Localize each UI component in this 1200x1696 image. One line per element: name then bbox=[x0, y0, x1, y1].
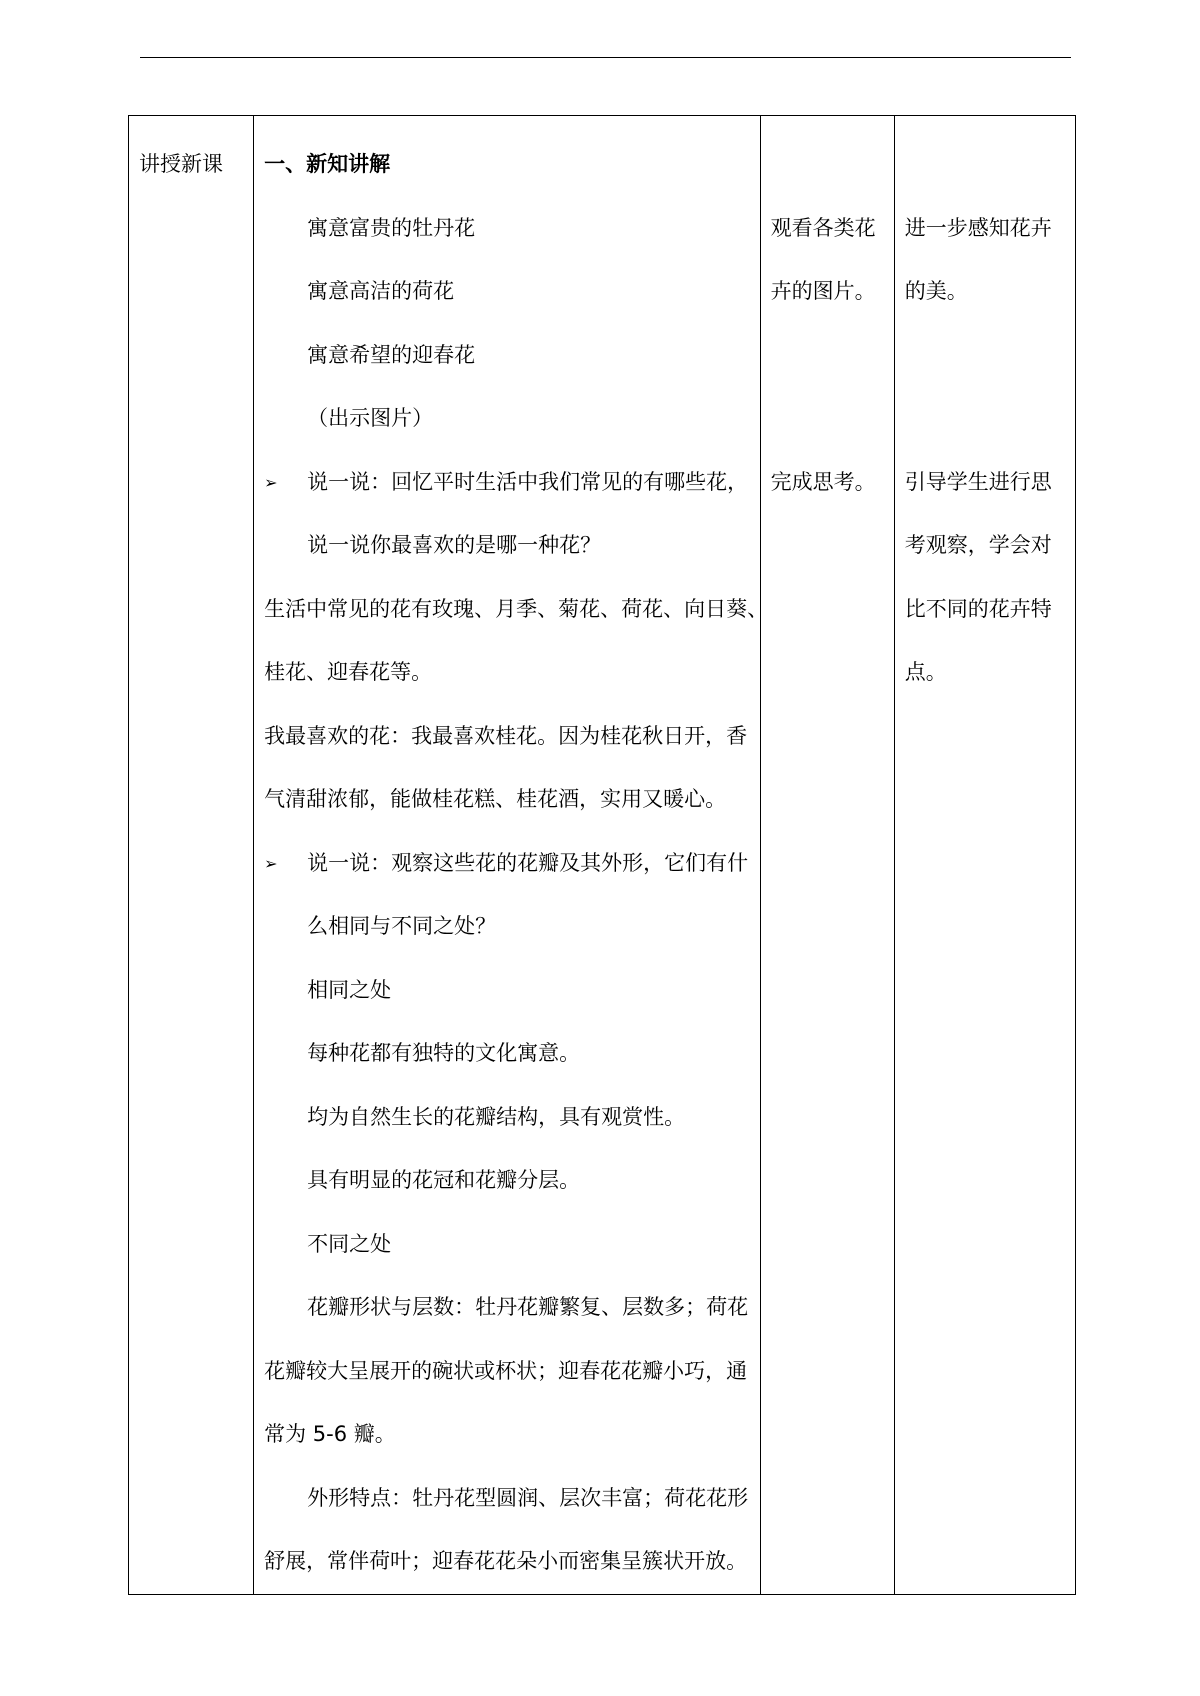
design-intent-line: 的美。 bbox=[904, 279, 968, 303]
same-item: 均为自然生长的花瓣结构，具有观赏性。 bbox=[307, 1104, 686, 1129]
design-intent-line: 比不同的花卉特 bbox=[904, 596, 1052, 621]
content-heading: 一、新知讲解 bbox=[264, 152, 391, 176]
bullet-arrow-icon: ➢ bbox=[264, 472, 278, 492]
intro-line: 寓意富贵的牡丹花 bbox=[307, 215, 476, 240]
same-item: 每种花都有独特的文化寓意。 bbox=[307, 1041, 581, 1065]
diff-a-line: 花瓣较大呈展开的碗状或杯状；迎春花花瓣小巧，通 bbox=[264, 1358, 748, 1383]
intro-line: 寓意高洁的荷花 bbox=[307, 279, 455, 303]
question-2-line: 么相同与不同之处？ bbox=[307, 914, 497, 938]
design-intent-line: 考观察，学会对 bbox=[904, 533, 1052, 557]
content-cell bbox=[254, 116, 769, 1595]
section-label: 讲授新课 bbox=[139, 152, 223, 176]
header-rule bbox=[140, 57, 1071, 58]
question-1-line: 说一说：回忆平时生活中我们常见的有哪些花， bbox=[307, 469, 749, 494]
student-activity-line: 卉的图片。 bbox=[770, 279, 876, 303]
answer-2-line: 我最喜欢的花：我最喜欢桂花。因为桂花秋日开，香 bbox=[264, 723, 748, 748]
diff-b-line: 舒展，常伴荷叶；迎春花花朵小而密集呈簇状开放。 bbox=[264, 1549, 748, 1573]
lesson-table bbox=[128, 115, 1076, 1595]
diff-a-line: 花瓣形状与层数：牡丹花瓣繁复、层数多；荷花 bbox=[307, 1295, 749, 1319]
diff-b-line: 外形特点：牡丹花型圆润、层次丰富；荷花花形 bbox=[307, 1485, 749, 1510]
design-intent-line: 点。 bbox=[904, 660, 947, 684]
design-intent-cell bbox=[894, 116, 1075, 1595]
intro-line: 寓意希望的迎春花 bbox=[307, 342, 476, 367]
question-1-line: 说一说你最喜欢的是哪一种花？ bbox=[307, 533, 602, 557]
student-activity-cell bbox=[760, 116, 894, 1595]
question-2-line: 说一说：观察这些花的花瓣及其外形，它们有什 bbox=[307, 850, 749, 875]
diff-title: 不同之处 bbox=[307, 1231, 392, 1256]
same-item: 具有明显的花冠和花瓣分层。 bbox=[307, 1168, 581, 1192]
student-activity-line: 完成思考。 bbox=[770, 469, 876, 494]
design-intent-line: 进一步感知花卉 bbox=[904, 215, 1052, 240]
diff-a-line: 常为 5-6 瓣。 bbox=[264, 1422, 396, 1446]
student-activity-line: 观看各类花 bbox=[770, 215, 876, 240]
design-intent-line: 引导学生进行思 bbox=[904, 469, 1052, 494]
bullet-arrow-icon: ➢ bbox=[264, 853, 278, 873]
question-2 bbox=[264, 832, 750, 896]
section-cell bbox=[129, 116, 254, 1595]
answer-1-line: 生活中常见的花有玫瑰、月季、菊花、荷花、向日葵、 bbox=[264, 596, 769, 621]
intro-line: （出示图片） bbox=[307, 406, 434, 430]
answer-2-line: 气清甜浓郁，能做桂花糕、桂花酒，实用又暖心。 bbox=[264, 787, 727, 811]
answer-1-line: 桂花、迎春花等。 bbox=[264, 660, 433, 684]
question-1 bbox=[264, 451, 750, 515]
same-title: 相同之处 bbox=[307, 977, 392, 1002]
